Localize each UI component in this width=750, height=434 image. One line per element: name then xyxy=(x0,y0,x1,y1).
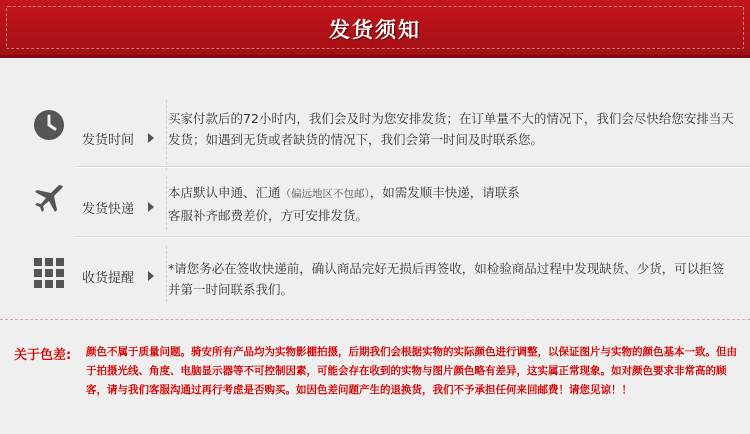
courier-text-tail: ，如需发顺丰快递，请联系客服补齐邮费差价，方可安排发货。 xyxy=(168,185,520,223)
color-note-text: 颜色不属于质量问题。骑安所有产品均为实物影棚拍摄，后期我们会根据实物的实际颜色进行调整，以保证图片与实物的颜色基本一致。但由于拍摄光线、角度、电脑显示器等不可控制因素，可能会存在收到的实物与图片颜色略有差异，这实属正常现象。如对颜色要求非常高的顾客，请与我们客服沟通过再行考虑是否购买。如因色差问题产生的退换货，我们不予承担任何来回邮费！请您见谅！！ xyxy=(86,346,737,396)
row-separator-line xyxy=(166,100,167,170)
courier-remote-note: （偏远地区不包邮） xyxy=(280,188,370,200)
row-separator-line xyxy=(166,246,167,302)
row-divider xyxy=(76,236,750,238)
receipt-reminder-label: 收货提醒 xyxy=(82,271,135,286)
shipping-time-label: 发货时间 xyxy=(82,133,135,148)
courier-text-main: 本店默认申通、汇通 xyxy=(168,185,281,200)
airplane-icon xyxy=(32,182,66,216)
header-banner xyxy=(0,0,750,58)
row-divider xyxy=(76,166,750,168)
chevron-right-icon xyxy=(148,271,154,281)
banner-title: 发货须知 xyxy=(329,18,421,42)
note-divider xyxy=(0,319,750,320)
courier-label: 发货快递 xyxy=(82,202,135,217)
receipt-reminder-text: *请您务必在签收快递前，确认商品完好无损后再签收，如检验商品过程中发现缺货、少货，可以拒签并第一时间联系我们。 xyxy=(168,261,725,297)
courier-text xyxy=(168,182,528,226)
chevron-right-icon xyxy=(148,133,154,143)
grid-icon xyxy=(32,256,66,290)
clock-icon xyxy=(32,108,66,142)
row-separator-line xyxy=(166,176,167,230)
shipping-time-text: 买家付款后的72小时内，我们会及时为您安排发货；在订单量不大的情况下，我们会尽快给您安排当天发货；如遇到无货或者缺货的情况下，我们会第一时间及时联系您。 xyxy=(168,111,734,147)
color-note-title: 关于色差: xyxy=(14,348,72,363)
chevron-right-icon xyxy=(148,202,154,212)
